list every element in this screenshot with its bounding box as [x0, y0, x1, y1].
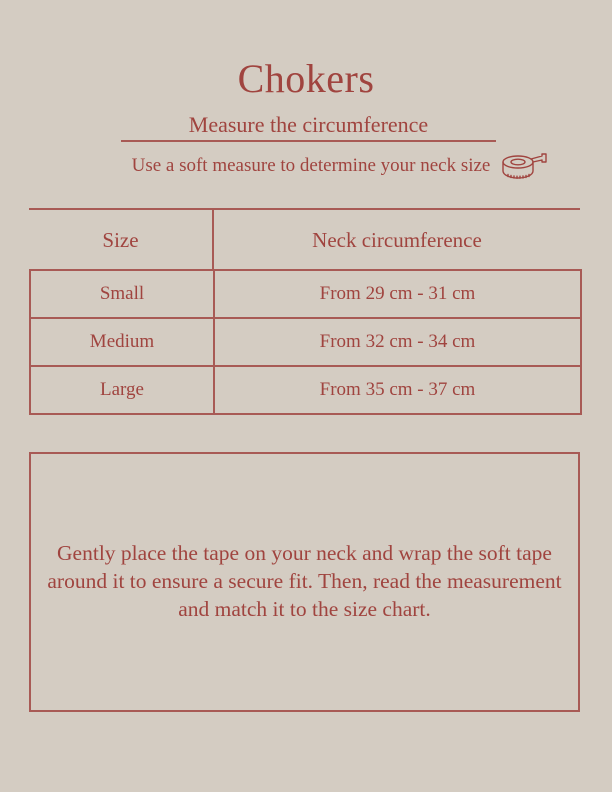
- table-top-rule: [29, 208, 580, 210]
- range-cell: From 29 cm - 31 cm: [214, 270, 581, 318]
- size-cell: Large: [30, 366, 214, 414]
- column-header-size: Size: [102, 228, 139, 252]
- section-subtitle: Measure the circumference: [188, 112, 429, 137]
- range-cell: From 32 cm - 34 cm: [214, 318, 581, 366]
- table-row: [30, 318, 581, 366]
- page-title: Chokers: [237, 56, 375, 101]
- instructions-text: Gently place the tape on your neck and wrap the soft tape around it to ensure a secure fit. Then, read the measurement and match it to the size chart.: [47, 541, 562, 621]
- size-cell: Medium: [30, 318, 214, 366]
- table-row: [30, 366, 581, 414]
- measure-hint: [100, 150, 580, 182]
- size-cell: Small: [30, 270, 214, 318]
- instructions-box: [29, 452, 580, 712]
- size-chart-table: [29, 269, 582, 415]
- table-row: [30, 270, 581, 318]
- range-cell: From 35 cm - 37 cm: [214, 366, 581, 414]
- column-header-neck-circumference: Neck circumference: [312, 228, 482, 252]
- measuring-tape-icon: [500, 151, 548, 181]
- subtitle-divider: [121, 140, 496, 142]
- measure-hint-text: Use a soft measure to determine your neck size: [131, 155, 491, 176]
